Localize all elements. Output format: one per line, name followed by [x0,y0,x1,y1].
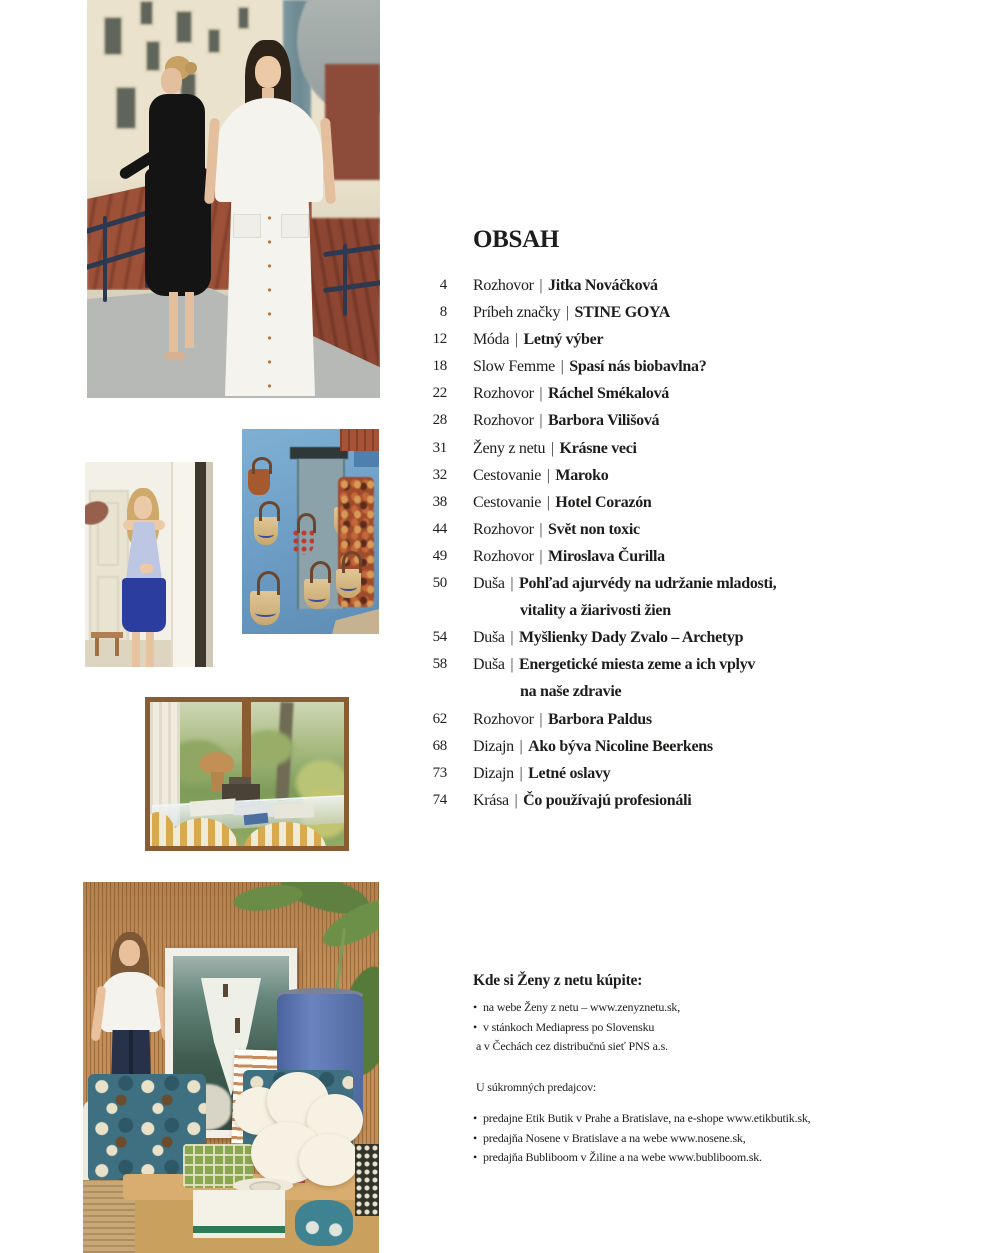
leg [169,292,178,352]
photo-morocco-straw-bags [242,429,379,634]
toc-entry-text [473,326,603,353]
toc-entry [420,624,980,651]
toc-page-number: 8 [439,304,447,321]
toc-separator: | [535,277,547,294]
toc-title: Letné oslavy [528,764,611,782]
toc-page-number: 22 [432,385,447,402]
toc-entry-text [473,299,670,326]
toc-page-number: 4 [439,277,447,293]
toc-title: Spasí nás biobavlna? [569,358,707,376]
toc-separator: | [535,520,547,538]
bullet-icon: • [473,1019,478,1034]
toc-entry [420,299,980,326]
toc-title: Barbora Paldus [548,710,652,728]
toc-entry [420,516,980,543]
private-sellers-lines [473,1109,893,1168]
toc-entry-text [473,489,652,516]
toc-separator: | [535,412,547,430]
hair-bun [185,62,197,74]
toc-category: Duša [473,656,505,674]
door-frame [171,462,197,667]
toc-separator: | [543,466,554,484]
toc-entry-text [473,733,713,760]
bag-handle [257,571,280,595]
toc-category: Rozhovor [473,547,534,565]
toc-entry-text [473,651,755,705]
toc-separator: | [510,791,522,809]
toc-entry [420,462,980,489]
toc-category: Rozhovor [473,710,534,728]
where-to-buy-heading: Kde si Ženy z netu kúpite: [473,972,643,989]
line-text: predajňa Bubliboom v Žiline a na webe www.bubliboom.sk. [483,1150,762,1164]
skirt-pocket [233,214,261,238]
toc-category: Dizajn [473,737,514,755]
line-text: a v Čechách cez distribučnú sieť PNS a.s. [476,1039,668,1053]
terracotta-roof [340,429,379,451]
toc-title: Maroko [555,466,609,484]
toc-separator: | [506,629,517,647]
toc-entry [420,435,980,462]
toc-category: Ženy z netu [473,439,546,457]
where-to-buy-line [473,1129,893,1149]
white-top [215,98,323,202]
toc-page-number: 74 [432,791,447,808]
bag-handle [259,501,280,521]
toc-page-number: 31 [432,439,447,456]
button-row [267,206,272,392]
toc-category: Rozhovor [473,520,534,538]
building-window [207,28,221,54]
toc-list [420,272,980,814]
toc-separator: | [506,656,517,674]
toc-title-wrap: na naše zdravie [520,683,622,701]
royal-blue-skirt [122,578,166,632]
toc-entry-text [473,407,659,434]
bag-handle [297,513,316,533]
line-text: v stánkoch Mediapress po Slovensku [483,1019,655,1034]
bag-handle [310,561,331,583]
toc-entry-text [473,380,669,407]
rattan-lamp [200,752,234,774]
private-sellers-heading: U súkromných predajcov: [476,1079,597,1094]
toc-category: Rozhovor [473,412,534,430]
toc-entry-text [473,353,706,380]
toc-category: Cestovanie [473,466,542,484]
bullet-icon: • [473,1000,478,1014]
where-to-buy-line [473,1037,893,1057]
skirt-pocket [281,214,309,238]
toc-entry [420,706,980,733]
toc-entry-text [473,787,691,814]
toc-title: Svět non toxic [548,520,640,538]
toc-entry [420,326,980,353]
straw-bag [336,569,361,598]
coral-sculpture [299,1134,359,1186]
toc-page-number: 49 [432,547,447,564]
hands [140,564,153,573]
toc-title: Letný výber [523,331,604,349]
bullet-icon: • [473,1111,478,1125]
toc-page-number: 54 [432,629,447,646]
magazine [274,803,314,818]
blue-awning [354,451,379,467]
toc-page-number: 62 [432,710,447,727]
toc-category: Móda [473,331,510,349]
straw-bag [254,517,278,545]
toc-page-number: 73 [432,764,447,781]
checkered-object [355,1144,379,1216]
leg [146,632,154,667]
line-text: predajňa Nosene v Bratislave a na webe www.nosene.sk, [483,1130,746,1145]
straw-bag [304,579,330,609]
page-title: OBSAH [473,226,560,253]
small-figure [235,1018,240,1033]
toc-page-number: 58 [432,656,447,673]
toc-page-number: 44 [432,520,447,537]
toc-separator: | [556,358,568,376]
toc-separator: | [547,439,558,457]
toc-separator: | [535,385,547,403]
bullet-icon: • [473,1150,478,1164]
toc-entry [420,380,980,407]
toc-title: Čo používajú profesionáli [523,791,692,809]
building-window [103,16,123,56]
toc-separator: | [543,493,554,511]
blue-patterned-bowl [295,1200,353,1246]
black-dress-skirt [145,168,211,296]
toc-entry-text [473,435,637,462]
magazine [190,798,237,816]
toc-separator: | [515,737,527,755]
where-to-buy-line [473,1018,893,1038]
toc-entry-text [473,543,665,570]
toc-entry [420,733,980,760]
toc-page-number: 50 [432,575,447,592]
green-book [193,1226,285,1233]
toc-entry-text [473,570,776,624]
photo-woman-blue-skirt-doorway [85,462,213,667]
toc-category: Krása [473,791,509,809]
railing-post [103,216,107,302]
toc-title: Miroslava Čurilla [548,547,665,565]
where-to-buy-lines [473,998,893,1057]
toc-category: Duša [473,629,505,647]
toc-entry [420,787,980,814]
toc-category: Duša [473,575,505,593]
book-stack [193,1190,285,1226]
toc-category: Cestovanie [473,493,542,511]
toc-category: Príbeh značky [473,304,561,322]
where-to-buy-line [473,1109,893,1129]
brick-chimney [325,64,380,180]
sandy-ground [332,609,379,634]
face [119,940,140,966]
toc-title: Ako býva Nicoline Beerkens [528,737,713,755]
where-to-buy-line [473,1148,893,1168]
toc-category: Slow Femme [473,358,555,376]
toc-title: Energetické miesta zeme a ich vplyv [519,656,756,674]
bag-handle [252,457,272,474]
toc-separator: | [511,331,522,349]
toc-entry [420,570,980,624]
toc-separator: | [562,304,573,322]
stool-leg [95,638,99,656]
toc-separator: | [515,764,527,782]
toc-title: Barbora Vilišová [548,412,660,430]
toc-page-number: 32 [432,466,447,483]
toc-entry [420,489,980,516]
toc-title: Hotel Corazón [555,493,652,511]
building-window [175,10,193,44]
line-text: predajne Etik Butik v Prahe a Bratislave, na e-shope www.etikbutik.sk, [483,1111,811,1125]
dark-door-gap [195,462,206,667]
photo-nicoline-beerkens-interior [83,882,379,1253]
toc-title-wrap: vitality a žiarivosti žien [520,602,671,620]
toc-entry [420,272,980,299]
toc-separator: | [535,547,547,565]
railing-post [343,244,347,316]
photo-rooftop-two-women [87,0,380,398]
toc-page-number: 68 [432,737,447,754]
photo-interior-garden-view [145,697,349,851]
toc-title: Pohľad ajurvédy na udržanie mladosti, [519,575,777,593]
toc-separator: | [535,710,547,728]
leg [132,632,140,667]
toc-entry-text [473,624,743,651]
toc-category: Dizajn [473,764,514,782]
toc-separator: | [506,575,517,593]
sandal [165,352,185,360]
toc-page-number: 38 [432,493,447,510]
toc-title: Myšlienky Dady Zvalo – Archetyp [519,629,744,647]
toc-entry [420,651,980,705]
door-edge [206,462,213,667]
bag-handle [342,551,362,573]
leg [185,292,194,348]
building-window [145,40,161,72]
toc-category: Rozhovor [473,277,534,294]
building-window [237,6,250,30]
where-to-buy-line [473,998,893,1018]
face [134,496,152,519]
building-window [115,86,137,130]
bullet-icon: • [473,1130,478,1145]
toc-entry-text [473,760,610,787]
toc-entry-text [473,706,652,733]
toc-page-number: 12 [432,331,447,348]
toc-entry [420,353,980,380]
toc-page-number: 18 [432,358,447,375]
toc-entry [420,543,980,570]
toc-title: Krásne veci [559,439,637,457]
toc-entry-text [473,516,640,543]
toc-title: STINE GOYA [574,304,671,322]
toc-page-number: 28 [432,412,447,429]
toc-entry-text [473,272,658,299]
where-to-buy-section [473,971,893,1168]
straw-bag [250,591,280,625]
toc-title: Jitka Nováčková [548,277,658,294]
toc-entry [420,407,980,434]
stool-leg [115,638,119,656]
face [161,68,182,94]
toc-category: Rozhovor [473,385,534,403]
toc-entry [420,760,980,787]
face [255,56,281,88]
small-figure [223,984,228,997]
line-text: na webe Ženy z netu – www.zenyznetu.sk, [483,1000,681,1014]
toc-title: Ráchel Smékalová [548,385,669,403]
building-window [139,0,154,26]
white-tshirt [100,972,162,1032]
toc-entry-text [473,462,608,489]
